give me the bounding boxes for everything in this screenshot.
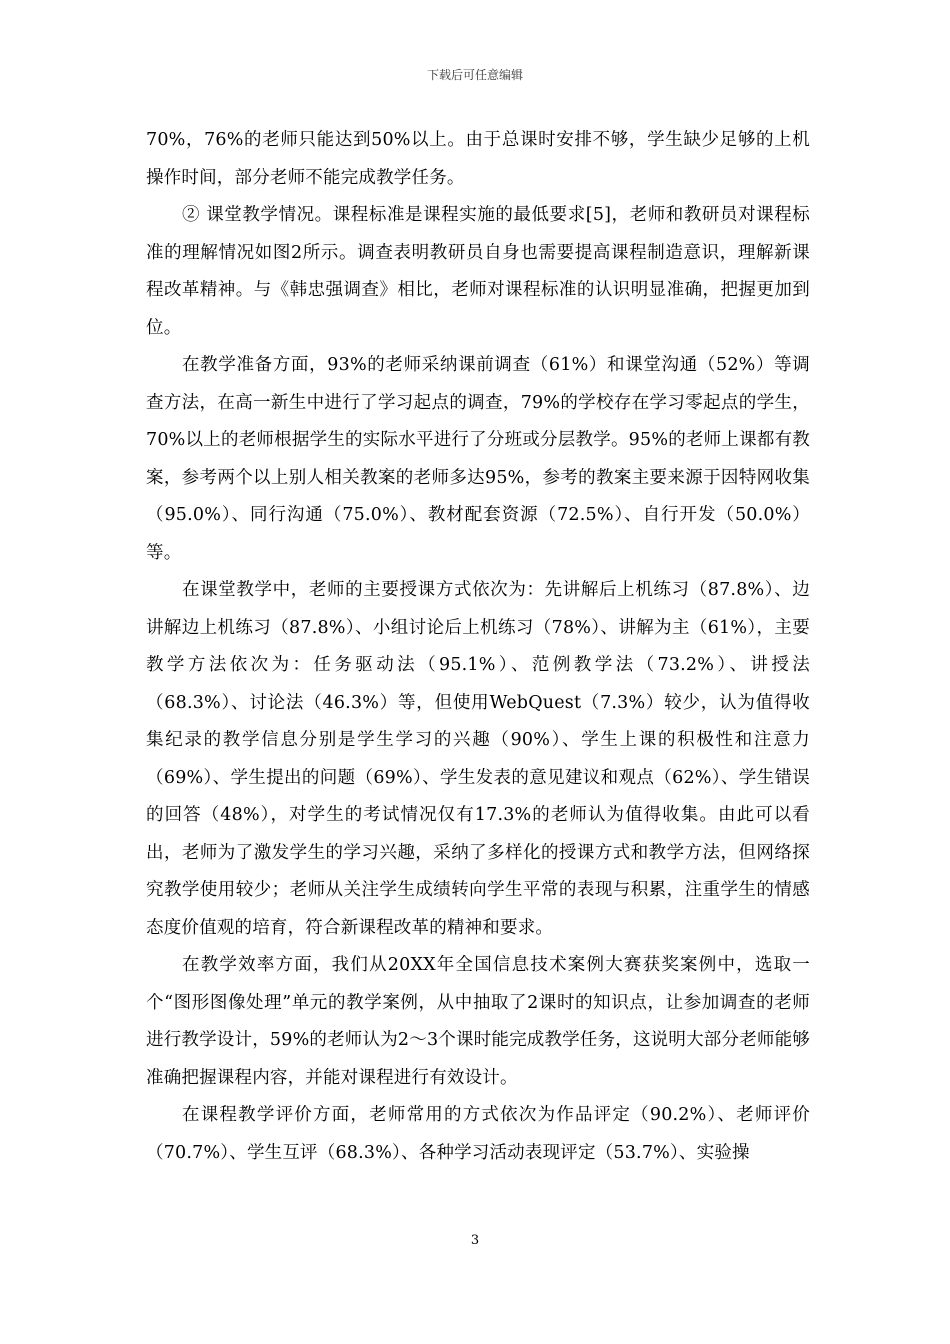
paragraph-4: 在课堂教学中，老师的主要授课方式依次为：先讲解后上机练习（87.8%）、边讲解边上机练习（87.8%）、小组讨论后上机练习（78%）、讲解为主（61%），主要教学方法依次为：任务驱动法（95.1%）、范例教学法（73.2%）、讲授法（68.3%）、讨论法（46.3%）等，但使用WebQuest（7.3%）较少，认为值得收集纪录的教学信息分别是学生学习的兴趣（90%）、学生上课的积极性和注意力（69%）、学生提出的问题（69%）、学生发表的意见建议和观点（62%）、学生错误的回答（48%），对学生的考试情况仅有17.3%的老师认为值得收集。由此可以看出，老师为了激发学生的学习兴趣，采纳了多样化的授课方式和教学方法，但网络探究教学使用较少；老师从关注学生成绩转向学生平常的表现与积累，注重学生的情感态度价值观的培育，符合新课程改革的精神和要求。 bbox=[146, 580, 810, 938]
paragraph-3: 在教学准备方面，93%的老师采纳课前调查（61%）和课堂沟通（52%）等调查方法，在高一新生中进行了学习起点的调查，79%的学校存在学习零起点的学生，70%以上的老师根据学生的实际水平进行了分班或分层教学。95%的老师上课都有教案，参考两个以上别人相关教案的老师多达95%，参考的教案主要来源于因特网收集（95.0%）、同行沟通（75.0%）、教材配套资源（72.5%）、自行开发（50.0%）等。 bbox=[146, 355, 810, 563]
paragraph-1: 70%，76%的老师只能达到50%以上。由于总课时安排不够，学生缺少足够的上机操作时间，部分老师不能完成教学任务。 bbox=[146, 130, 810, 188]
page-header: 下载后可任意编辑 bbox=[426, 68, 523, 82]
paragraph-5: 在教学效率方面，我们从20XX年全国信息技术案例大赛获奖案例中，选取一个“图形图像处理”单元的教学案例，从中抽取了2课时的知识点，让参加调查的老师进行教学设计，59%的老师认为2～3个课时能完成教学任务，这说明大部分老师能够准确把握课程内容，并能对课程进行有效设计。 bbox=[146, 955, 810, 1088]
document-body bbox=[146, 122, 810, 1172]
paragraph-6: 在课程教学评价方面，老师常用的方式依次为作品评定（90.2%）、老师评价（70.7%）、学生互评（68.3%）、各种学习活动表现评定（53.7%）、实验操 bbox=[146, 1105, 810, 1163]
page-number: 3 bbox=[470, 1233, 480, 1248]
paragraph-2: ② 课堂教学情况。课程标准是课程实施的最低要求[5]，老师和教研员对课程标准的理解情况如图2所示。调查表明教研员自身也需要提高课程制造意识，理解新课程改革精神。与《韩忠强调查》相比，老师对课程标准的认识明显准确，把握更加到位。 bbox=[146, 205, 810, 338]
